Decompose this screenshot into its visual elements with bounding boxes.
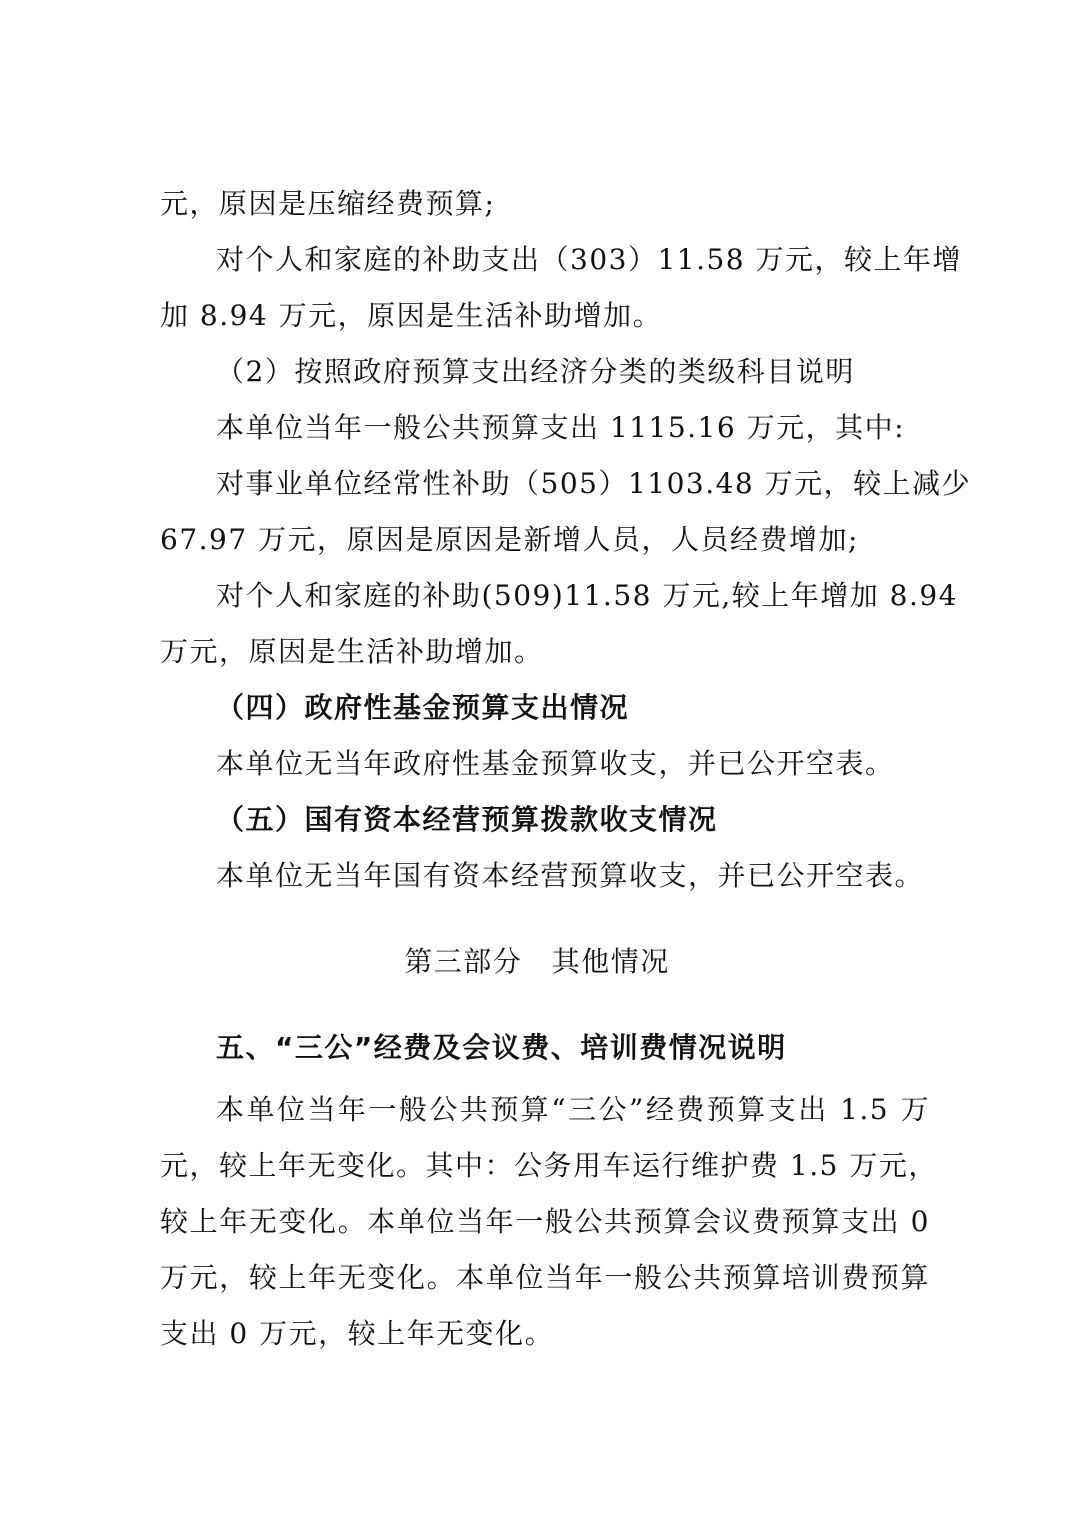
- paragraph-line: 本单位无当年国有资本经营预算收支，并已公开空表。: [216, 859, 925, 892]
- paragraph-line: 支出 0 万元，较上年无变化。: [160, 1317, 555, 1350]
- paragraph-line: 对事业单位经常性补助（505）1103.48 万元，较上减少: [216, 467, 972, 500]
- paragraph-line: 万元，较上年无变化。本单位当年一般公共预算培训费预算: [160, 1261, 930, 1294]
- paragraph-line: 67.97 万元，原因是原因是新增人员，人员经费增加;: [160, 523, 859, 556]
- section-heading-five: 五、“三公”经费及会议费、培训费情况说明: [216, 1031, 787, 1064]
- part-title: 第三部分 其他情况: [404, 945, 670, 978]
- paragraph-line: 元，较上年无变化。其中：公务用车运行维护费 1.5 万元，: [160, 1149, 938, 1182]
- paragraph-line: 对个人和家庭的补助(509)11.58 万元,较上年增加 8.94: [216, 579, 958, 612]
- paragraph-line: 元，原因是压缩经费预算;: [160, 187, 496, 220]
- paragraph-line: 本单位无当年政府性基金预算收支，并已公开空表。: [216, 747, 895, 780]
- section-heading-4: （四）政府性基金预算支出情况: [216, 691, 630, 724]
- subsection-heading: （2）按照政府预算支出经济分类的类级科目说明: [216, 355, 855, 388]
- section-heading-5: （五）国有资本经营预算拨款收支情况: [216, 803, 718, 836]
- paragraph-line: 较上年无变化。本单位当年一般公共预算会议费预算支出 0: [160, 1205, 930, 1238]
- paragraph-line: 对个人和家庭的补助支出（303）11.58 万元，较上年增: [216, 243, 963, 276]
- paragraph-line: 万元，原因是生活补助增加。: [160, 635, 544, 668]
- paragraph-line: 本单位当年一般公共预算“三公”经费预算支出 1.5 万: [216, 1093, 930, 1126]
- paragraph-line: 本单位当年一般公共预算支出 1115.16 万元，其中:: [216, 411, 906, 444]
- paragraph-line: 加 8.94 万元，原因是生活补助增加。: [160, 299, 663, 332]
